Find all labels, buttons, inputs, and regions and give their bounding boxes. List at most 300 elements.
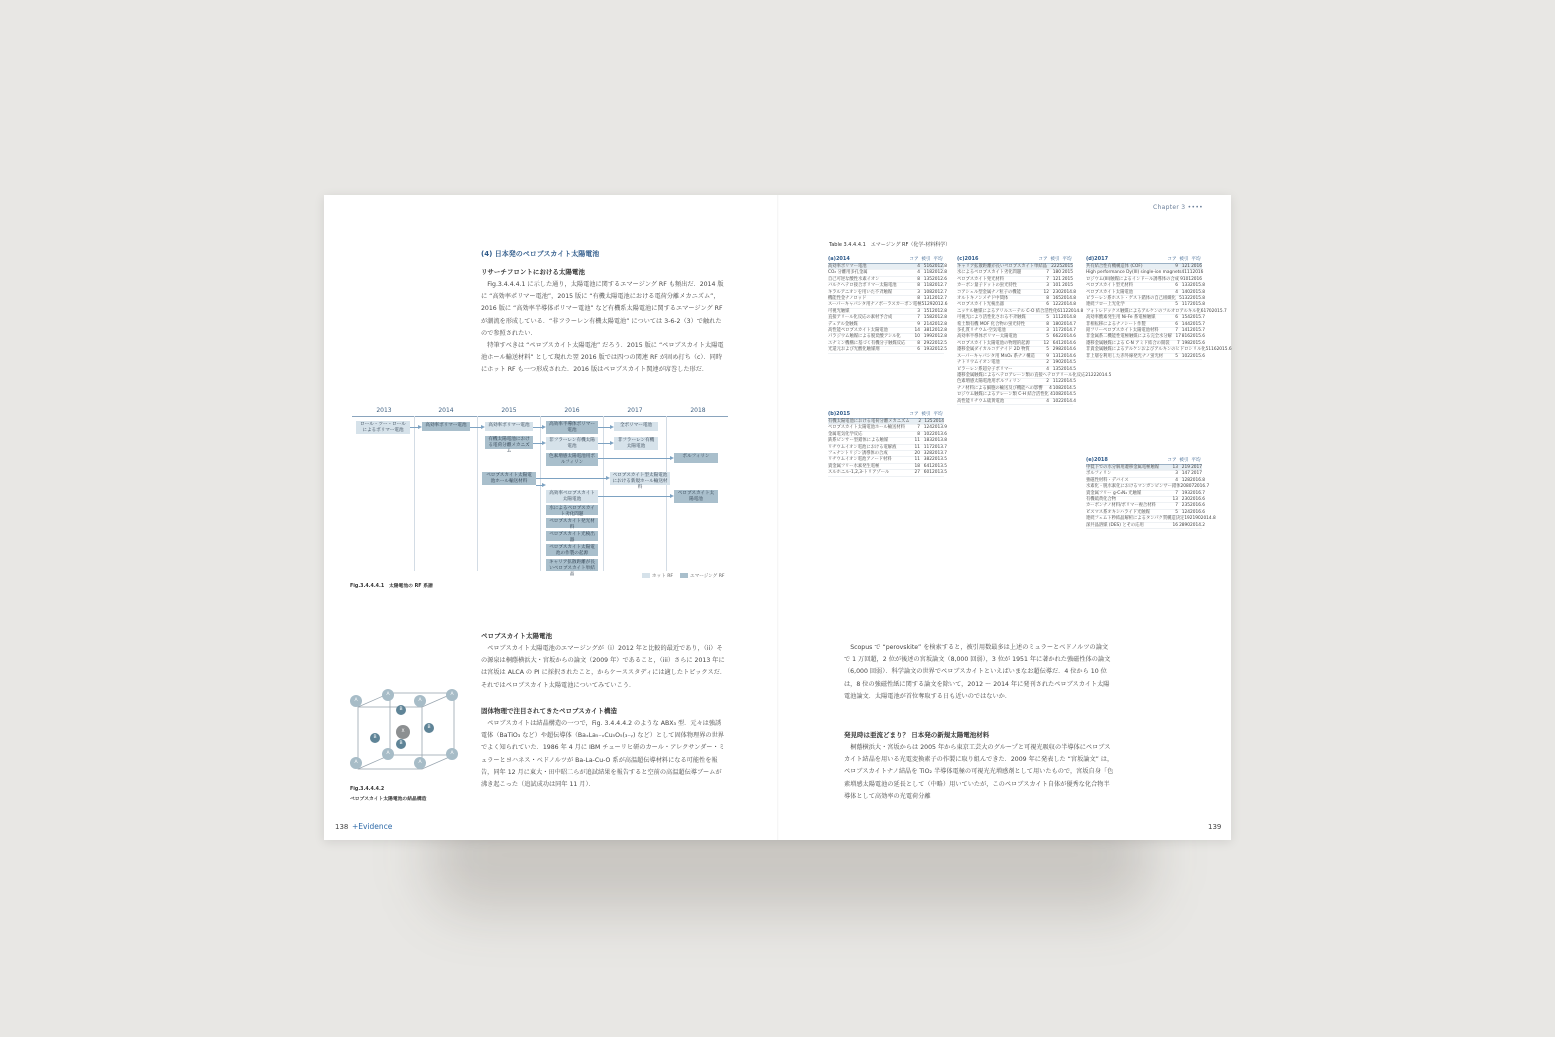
- rf-name-cell: スルホニル-1,2,3-トリアゾール: [828, 470, 890, 476]
- rf-value-cell: 101: [1182, 276, 1192, 282]
- rf-value-cell: 118: [923, 283, 932, 289]
- rf-value-cell: 190: [1052, 360, 1061, 366]
- column-header: 被引: [921, 257, 931, 262]
- year-divider: [603, 416, 604, 571]
- rf-value-cell: 5: [1205, 347, 1209, 353]
- figure-caption: Fig.3.4.4.4.1 太陽電池の RF 系譜: [350, 584, 433, 589]
- rf-value-cell: 2012.6: [932, 276, 948, 282]
- rf-value-cell: 8: [1046, 296, 1049, 302]
- rf-name-cell: 貴金属フリー水素発生電極: [828, 463, 880, 469]
- table-header: [1086, 457, 1202, 465]
- rf-value-cell: 9: [917, 321, 920, 327]
- atom-a: A: [414, 695, 426, 707]
- paragraph-3: ペロブスカイト太陽電池のエマージングが（i）2012 年と比較的最近であり，（ii）その源泉は桐蔭横浜大・宮坂からの論文（2009 年）であること，（iii）さらに 2013 年には宮坂は ALCA の PI に採択されたこと，からケーススタディには適したトピックスだ．それではペロブスカイト太陽電池についてみていこう．: [481, 645, 727, 689]
- rf-value-cell: 2: [1046, 379, 1049, 385]
- rf-value-cell: 135: [1052, 366, 1061, 372]
- rf-name-cell: 鉄系ピンサー型錯体による触媒: [828, 438, 889, 444]
- rf-value-cell: 235: [1181, 503, 1190, 509]
- rf-name-cell: 深共晶溶媒 (DES) とその応用: [1086, 522, 1144, 528]
- atom-a: A: [382, 689, 394, 701]
- rf-box-emerging: 色素増感太陽電池用ポルフィリン: [546, 453, 598, 466]
- rf-name-cell: ピラーレン系超分子ポリマー: [957, 366, 1013, 372]
- rf-value-cell: 5: [1175, 509, 1178, 515]
- rf-value-cell: 9: [1180, 276, 1183, 282]
- crystal-caption-number: Fig.3.4.4.4.2: [350, 787, 385, 792]
- rf-value-cell: 10: [914, 334, 920, 340]
- rf-value-cell: 11: [914, 457, 920, 463]
- rf-name-cell: ペロブスカイト太陽電池の物理的起源: [957, 340, 1030, 346]
- subheading-discovery: 発見時は亜流どまり？ 日本発の新規太陽電池材料: [844, 731, 990, 739]
- year-divider: [477, 416, 478, 571]
- table-name: (b)2015: [828, 411, 851, 417]
- rf-value-cell: 6: [1175, 283, 1178, 289]
- rf-name-cell: キラルアニオンを用いた不斉触媒: [828, 289, 893, 295]
- rf-value-cell: 4: [1046, 366, 1049, 372]
- rf-value-cell: 6: [1057, 308, 1060, 314]
- rf-name-cell: 有機硫黄化合物: [1086, 497, 1117, 503]
- rf-name-cell: ロジウム触媒によるアレーン類 C-H 結合活性化: [957, 392, 1049, 398]
- rf-value-cell: 225: [1053, 264, 1063, 269]
- section-title: (4) 日本発のペロブスカイト太陽電池: [481, 250, 600, 258]
- rf-value-cell: 18: [914, 463, 920, 469]
- rf-value-cell: 2014.7: [1061, 328, 1077, 334]
- year-label: 2015: [501, 407, 517, 414]
- rf-value-cell: 8: [917, 283, 920, 289]
- legend-emerging: エマージング RF: [680, 573, 725, 579]
- rf-value-cell: 2: [918, 419, 922, 424]
- rf-value-cell: 2014.5: [1061, 366, 1077, 372]
- rf-name-cell: 高効率ポリマー電池: [828, 264, 867, 269]
- flow-arrow: [410, 427, 419, 428]
- rf-value-cell: 2014.5: [1061, 392, 1077, 398]
- rf-value-cell: 2014.5: [1061, 360, 1077, 366]
- column-header: 被引: [1179, 458, 1189, 463]
- rf-value-cell: 158: [923, 315, 932, 321]
- rf-value-cell: 2014.6: [1061, 347, 1077, 353]
- rf-table-2017: [1086, 256, 1232, 360]
- year-label: 2018: [690, 407, 706, 414]
- table-name: (e)2018: [1086, 457, 1108, 463]
- rf-name-cell: キャリア拡散距離が長いペロブスカイト単結晶: [957, 264, 1047, 269]
- rf-value-cell: 2016.6: [1190, 497, 1206, 503]
- rf-value-cell: 13: [1172, 465, 1178, 470]
- rf-name-cell: 希土類有機 MOF 化合物の蛍光特性: [957, 321, 1026, 327]
- rf-value-cell: 116: [1208, 347, 1217, 353]
- flow-arrow: [598, 443, 611, 444]
- rf-value-cell: 141: [1181, 328, 1190, 334]
- page-number-left: 138: [335, 823, 349, 831]
- flow-arrow: [533, 443, 543, 444]
- rf-value-cell: 4: [1046, 398, 1049, 404]
- rf-value-cell: 102: [1052, 398, 1061, 404]
- rf-name-cell: バルクヘテロ接合ポリマー太陽電池: [828, 283, 897, 289]
- rf-value-cell: 4: [1175, 289, 1178, 295]
- table-header: [957, 256, 1073, 264]
- rf-value-cell: 2014.2: [1190, 522, 1206, 528]
- rf-value-cell: 7: [917, 425, 920, 431]
- rf-value-cell: 5: [1179, 296, 1182, 302]
- rf-value-cell: 117: [1181, 302, 1190, 308]
- rf-value-cell: 516: [923, 264, 932, 269]
- rf-value-cell: 5: [1175, 353, 1178, 359]
- rf-name-cell: 可視光により活性化される不斉触媒: [957, 315, 1026, 321]
- table-row: [957, 398, 1077, 405]
- paragraph-5: Scopus で “perovskite” を検索すると，被引用数最多は上述のミュラーとベドノルツの論文で 1 万回超，2 位が後述の宮坂論文（8,000 回弱），3 位が 1951 年に著かれた強磁性体の論文（6,000 回弱）．科学論文の世界でペロブスカイトといえばいまなお超伝導だ．4 位から 10 位は，8 位の強磁性紙に関する論文を除いて，2012 ～ 2014 年に発刊されたペロブスカイト太陽電池論文．太陽電池が首位奪取する日も近いのではないか．: [844, 644, 1111, 700]
- legend-hot: ホット RF: [642, 573, 673, 579]
- rf-box-emerging: ペロブスカイト太陽電池: [674, 490, 718, 503]
- column-header: 被引: [1050, 257, 1060, 262]
- column-header: 被引: [1179, 257, 1189, 262]
- flow-arrow: [598, 458, 671, 459]
- rf-name-cell: 水によるペロブスカイト劣化問題: [957, 270, 1022, 276]
- column-header: 平均: [1191, 458, 1201, 463]
- rf-box-emerging: 高効率半導体ポリマー電池: [546, 421, 598, 434]
- rf-value-cell: 199: [923, 334, 932, 340]
- atom-b: B: [396, 739, 406, 749]
- rf-value-cell: 122: [1088, 372, 1097, 378]
- rf-value-cell: 2014.8: [1061, 296, 1077, 302]
- rf-value-cell: 151: [923, 308, 932, 314]
- rf-name-cell: 遷移金属触媒による C-N アミド結合の開裂: [1086, 340, 1170, 346]
- rf-value-cell: 2015.8: [1190, 289, 1206, 295]
- rf-value-cell: 5: [1046, 334, 1049, 340]
- rf-value-cell: 6: [1200, 308, 1204, 314]
- rf-value-cell: 112: [1052, 379, 1061, 385]
- table-header: [828, 411, 944, 419]
- rf-value-cell: 2: [1046, 360, 1049, 366]
- rf-box-hot: 高効率ペロブスカイト太陽電池: [546, 490, 598, 503]
- rf-value-cell: 2015: [1062, 276, 1073, 282]
- rf-value-cell: 298: [1052, 347, 1061, 353]
- rf-value-cell: 124: [923, 425, 932, 431]
- rf-value-cell: 2012.8: [932, 321, 948, 327]
- rf-value-cell: 641: [1052, 340, 1061, 346]
- rf-name-cell: フォトレドックス触媒によるアルケンのフルオロアルキル化: [1086, 308, 1201, 314]
- rf-value-cell: 230: [1181, 497, 1190, 503]
- column-header: 平均: [1191, 257, 1201, 262]
- rf-value-cell: 12: [1043, 340, 1049, 346]
- rf-value-cell: 4: [1049, 385, 1052, 391]
- flow-arrow: [598, 496, 671, 497]
- rf-name-cell: 遷移金属ダイカルコゲナイド 2D 物質: [957, 347, 1030, 353]
- rf-value-cell: 8: [917, 340, 920, 346]
- rf-value-cell: 16: [1172, 522, 1178, 528]
- rf-name-cell: 共有結合性有機構造体 (COF): [1086, 264, 1143, 269]
- rf-name-cell: 鉛フリーペロブスカイト太陽電池材料: [1086, 328, 1159, 334]
- rf-value-cell: 8: [917, 296, 920, 302]
- rf-value-cell: 6: [917, 347, 920, 353]
- rf-value-cell: 2014.8: [1200, 516, 1216, 522]
- rf-name-cell: 高効率半導体ポリマー太陽電池: [957, 334, 1018, 340]
- rf-value-cell: 2016: [1191, 276, 1202, 282]
- rf-box-emerging: ペロブスカイト太陽電池ホール輸送材料: [482, 472, 536, 485]
- rf-value-cell: 2012.8: [932, 334, 948, 340]
- rf-value-cell: 9: [1046, 353, 1049, 359]
- rf-value-cell: 183: [923, 438, 932, 444]
- rf-value-cell: 2012.8: [932, 264, 948, 269]
- rf-value-cell: 2012.8: [932, 328, 948, 334]
- rf-value-cell: 7: [1046, 270, 1049, 276]
- rf-name-cell: 有機太陽電池における電荷分離メカニズム: [828, 419, 910, 424]
- rf-name-cell: ニッケル触媒によるアリルエーテル C-O 結合活性化: [957, 308, 1058, 314]
- rf-value-cell: 816: [1181, 334, 1190, 340]
- rf-value-cell: 4: [917, 270, 920, 276]
- rf-value-cell: 128: [1181, 477, 1190, 483]
- rf-value-cell: 2016.6: [1190, 503, 1206, 509]
- rf-name-cell: 連続フェムト秒結晶解析によるタンパク質構造決定: [1086, 516, 1185, 522]
- rf-value-cell: 165: [1052, 296, 1061, 302]
- rf-value-cell: 135: [923, 276, 932, 282]
- table-name: (a)2014: [828, 256, 850, 262]
- rf-value-cell: 2013.5: [932, 470, 948, 476]
- rf-value-cell: 2015.6: [1216, 347, 1232, 353]
- rf-value-cell: 7: [1175, 328, 1178, 334]
- rf-name-cell: 自己可逆な酸性水素イオン: [828, 276, 880, 282]
- rf-value-cell: 2014.4: [1061, 398, 1077, 404]
- rf-name-cell: ペロブスカイト太陽電池: [1086, 289, 1133, 295]
- table-header: [1086, 256, 1202, 264]
- rf-value-cell: 2014.5: [1060, 385, 1077, 391]
- rf-name-cell: 光還元および光酸化触媒剤: [828, 347, 880, 353]
- column-header: 平均: [1062, 257, 1072, 262]
- rf-value-cell: 2013.7: [932, 444, 948, 450]
- rf-name-cell: エナミン機構に基づく有機分子触媒反応: [828, 340, 906, 346]
- paragraph-6: 桐蔭横浜大・宮坂からは 2005 年から東京工芸大のグループと可視光吸収の半導体にペロブスカイト結晶を用いる光電変換素子の作製に取り組んできた．2009 年に発表した “宮坂論文” は，ペロブスカイトナノ結晶を TiO₂ 半導体電極の可視光光増感剤として用いたもので，宮坂自身「色素増感太陽電池の延長として（中略）用いていたが，このペロブスカイト自体が優秀な化合物半導体として高効率の光電荷分離: [844, 744, 1114, 800]
- rf-value-cell: 2015.8: [1190, 283, 1206, 289]
- rf-value-cell: 3: [917, 308, 920, 314]
- rf-box-emerging: ペロブスカイト光検出器: [546, 531, 598, 541]
- rf-value-cell: 807: [1186, 484, 1195, 490]
- rf-value-cell: 102: [1181, 353, 1190, 359]
- rf-value-cell: 2015.6: [1190, 353, 1206, 359]
- rf-name-cell: 強磁性材料・デバイス: [1086, 477, 1129, 483]
- rf-value-cell: 2016.7: [1190, 490, 1206, 496]
- rf-box-emerging: ペロブスカイト太陽電池の作製の起源: [546, 544, 598, 556]
- year-label: 2014: [438, 407, 454, 414]
- rf-name-cell: 非貴金属触媒によるアルケンおよびアルキンのヒドロシリル化: [1086, 347, 1206, 353]
- rf-value-cell: 2013.6: [932, 431, 948, 437]
- rf-name-cell: 多孔質リチウム-空気電池: [957, 328, 1006, 334]
- rf-value-cell: 144: [1181, 321, 1190, 327]
- rf-value-cell: 8: [1046, 321, 1049, 327]
- rf-value-cell: 2014.8: [1061, 302, 1077, 308]
- rf-value-cell: 7: [1175, 503, 1178, 509]
- rf-value-cell: 13: [1172, 497, 1178, 503]
- rf-value-cell: 121: [1052, 276, 1061, 282]
- rf-name-cell: リチウムイオン電池アノード材料: [828, 457, 892, 463]
- rf-value-cell: 2013.5: [932, 457, 948, 463]
- year-divider: [666, 416, 667, 571]
- year-divider: [414, 416, 415, 571]
- atom-a: A: [350, 695, 362, 707]
- rf-name-cell: 非金属系二機能性電極触媒による完全水分解: [1086, 334, 1172, 340]
- rf-value-cell: 2016.6: [1190, 509, 1206, 515]
- rf-name-cell: 高効率酸素発生用 Ni-Fe 系電極触媒: [1086, 315, 1156, 321]
- rf-value-cell: 122: [1052, 302, 1061, 308]
- rf-value-cell: 2012.5: [932, 347, 948, 353]
- rf-value-cell: 2014.6: [1061, 340, 1077, 346]
- rf-value-cell: 20: [914, 451, 920, 457]
- rf-table-2014: [828, 256, 948, 354]
- column-header: 平均: [933, 257, 943, 262]
- rf-value-cell: 7: [917, 315, 920, 321]
- rf-name-cell: リチウムイオン電池における電解液: [828, 444, 897, 450]
- rf-name-cell: ピラーレン系ホスト・ゲスト錯体の自己組織化: [1086, 296, 1176, 302]
- rf-value-cell: 2014.7: [1061, 321, 1077, 327]
- atom-a: A: [350, 757, 362, 769]
- rf-value-cell: 2013.7: [932, 451, 948, 457]
- rf-value-cell: 132: [1181, 296, 1190, 302]
- rf-value-cell: 3: [1046, 328, 1049, 334]
- rf-value-cell: 140: [1181, 289, 1190, 295]
- rf-value-cell: 2016.8: [1190, 477, 1206, 483]
- rf-value-cell: 125: [924, 419, 933, 424]
- rf-name-cell: 機能性金ナノロッド: [828, 296, 867, 302]
- rf-name-cell: ナノ材料による細胞の輸送及び機能への影響: [957, 385, 1043, 391]
- rf-value-cell: 641: [923, 463, 932, 469]
- rf-value-cell: 193: [923, 347, 932, 353]
- atom-a: A: [382, 748, 394, 760]
- rf-value-cell: 111: [1184, 270, 1193, 276]
- column-header: コア: [1038, 257, 1048, 262]
- flow-arrow: [536, 478, 607, 479]
- rf-name-cell: CO₂ 分離用多孔金属: [828, 270, 868, 276]
- rf-value-cell: 2015.8: [1190, 296, 1206, 302]
- rf-value-cell: 180: [1052, 321, 1061, 327]
- rf-value-cell: 2014.6: [1061, 334, 1077, 340]
- rf-value-cell: 6: [1175, 321, 1178, 327]
- rf-name-cell: カーボンナノ材料/ポリマー複合材料: [1086, 503, 1156, 509]
- rf-name-cell: オルトキノンメチド中間体: [957, 296, 1009, 302]
- rf-value-cell: 2014.6: [1061, 353, 1077, 359]
- rf-value-cell: 2015: [1062, 270, 1073, 276]
- rf-value-cell: 11: [914, 444, 920, 450]
- rf-value-cell: 133: [1181, 283, 1190, 289]
- rf-value-cell: 2012.8: [932, 315, 948, 321]
- column-header: コア: [909, 412, 919, 417]
- column-header: 被引: [921, 412, 931, 417]
- rf-value-cell: 118: [923, 270, 932, 276]
- rf-value-cell: 19: [1184, 516, 1190, 522]
- rf-value-cell: 2013.9: [932, 425, 948, 431]
- rf-value-cell: 108: [1052, 392, 1061, 398]
- rf-value-cell: 9: [1175, 264, 1178, 269]
- rf-value-cell: 8: [917, 431, 920, 437]
- rf-value-cell: 2013.5: [932, 463, 948, 469]
- rf-box-hot: ロール・ツー・ロールによるポリマー電池: [356, 421, 410, 434]
- crystal-caption-text: ペロブスカイト太陽電池の結晶構造: [350, 797, 427, 802]
- rf-value-cell: 102: [923, 431, 932, 437]
- rf-value-cell: 2014.8: [1061, 289, 1077, 295]
- year-label: 2013: [376, 407, 392, 414]
- rf-value-cell: 4: [917, 264, 920, 269]
- rf-value-cell: 7: [1177, 340, 1180, 346]
- column-header: コア: [1167, 458, 1177, 463]
- rf-value-cell: 6: [1175, 315, 1178, 321]
- rf-value-cell: 2014.8: [1061, 315, 1077, 321]
- paragraph-2: 特筆すべきは “ペロブスカイト太陽電池” だろう．2015 版に “ペロブスカイト太陽電池ホール輸送材料” として現れた翌 2016 版では四つの関連 RF が固め打ち（c）．同時にホット RF も一つ形成された．2016 版はペロブスカイト関連が席巻した形だ．: [481, 342, 724, 374]
- table-row: [1086, 353, 1206, 360]
- rf-value-cell: 2014.5: [1061, 379, 1077, 385]
- rf-box-emerging: 高効率ポリマー電池: [422, 422, 470, 431]
- table-name: (d)2017: [1086, 256, 1109, 262]
- table-row: [1086, 522, 1206, 529]
- rf-value-cell: 2012.7: [932, 283, 948, 289]
- table-row: [828, 347, 948, 353]
- rf-name-cell: 金属電気化学反応: [828, 431, 863, 437]
- rf-value-cell: 2015: [1062, 264, 1073, 269]
- rf-value-cell: 131: [923, 296, 932, 302]
- atom-b: B: [396, 705, 406, 715]
- rf-box-emerging: ペロブスカイト発光材料: [546, 518, 598, 528]
- rf-value-cell: 2016.7: [1194, 484, 1210, 490]
- subheading-research-front: リサーチフロントにおける太陽電池: [481, 268, 585, 276]
- rf-value-cell: 6: [1046, 302, 1049, 308]
- rf-value-cell: 601: [923, 470, 932, 476]
- rf-name-cell: ペロブスカイト太陽電池ホール輸送材料: [828, 425, 905, 431]
- rf-value-cell: 131: [1052, 353, 1061, 359]
- rf-name-cell: ビスマス系オキシハライド光触媒: [1086, 509, 1150, 515]
- rf-value-cell: 198: [1181, 340, 1190, 346]
- rf-value-cell: 111: [1052, 315, 1061, 321]
- rf-value-cell: 4: [1175, 477, 1178, 483]
- rf-value-cell: 3: [917, 289, 920, 295]
- rf-value-cell: 121: [1181, 264, 1190, 269]
- rf-value-cell: 382: [923, 457, 932, 463]
- rf-value-cell: 4: [1181, 270, 1185, 276]
- atom-b: B: [370, 733, 380, 743]
- rf-value-cell: 2: [1085, 372, 1089, 378]
- rf-box-emerging: ポルフィリン: [674, 453, 718, 463]
- rf-value-cell: 20: [1180, 484, 1186, 490]
- atom-a: A: [446, 748, 458, 760]
- rf-name-cell: 貴金属フリー g-C₃N₄ 光触媒: [1086, 490, 1142, 496]
- rf-value-cell: 5: [921, 302, 925, 308]
- rf-box-hot: ペロブスカイト型太陽電池における新規ホール輸送材料: [610, 472, 670, 485]
- rf-value-cell: 662: [1052, 334, 1061, 340]
- atom-b: B: [424, 723, 434, 733]
- rf-value-cell: 117: [1052, 328, 1061, 334]
- rf-value-cell: 2015.6: [1189, 340, 1206, 346]
- atom-a: A: [414, 757, 426, 769]
- rf-name-cell: ペロブスカイト発光材料: [957, 276, 1004, 282]
- paragraph-4: ペロブスカイトは結晶構造の一つで，Fig. 3.4.4.4.2 のような ABX₃ 型．元々は強誘電体（BaTiO₃ など）や超伝導体（BaₓLa₅₋ₓCu₅O₅(₃₋ᵧ) など）として固体物理界の世界でよく知られていた．1986 年 4 月に IBM チューリヒ研のカール・アレクサンダー・ミュラーとヨハネス・ベドノルツが Ba-La-Cu-O 系が高温超伝導材料になる可能性を報告，同年 12 月に東大・田中昭二らが追試結果を報告すると空前の高温超伝導ブームが沸き起こった（追試成功は同年 11 月）．: [481, 720, 725, 789]
- rf-value-cell: 2012.8: [932, 308, 948, 314]
- rf-name-cell: 遷移金属触媒によるヘテロアレーン類の直接ヘテロアリール化反応: [957, 372, 1086, 378]
- rf-value-cell: 2015: [1062, 283, 1073, 289]
- rf-value-cell: 2014: [933, 419, 944, 424]
- rf-table-2018: [1086, 457, 1216, 529]
- book-gutter: [777, 195, 779, 840]
- rf-name-cell: 非相転移によるナノシート作製: [1086, 321, 1146, 327]
- rf-value-cell: 5: [1046, 315, 1049, 321]
- table-row: [828, 470, 948, 476]
- rf-value-cell: 230: [1052, 289, 1061, 295]
- year-label: 2016: [564, 407, 580, 414]
- rf-box-emerging: 水によるペロブスカイト劣化問題: [546, 505, 598, 515]
- rf-value-cell: 8: [917, 276, 920, 282]
- rf-value-cell: 2014.5: [1096, 372, 1112, 378]
- rf-value-cell: 2015.7: [1190, 315, 1206, 321]
- rf-value-cell: 27: [914, 470, 920, 476]
- rf-value-cell: 12: [1043, 289, 1049, 295]
- page-number-right: 139: [1208, 823, 1222, 831]
- book-spread: [324, 195, 1231, 840]
- rf-value-cell: 154: [1181, 315, 1190, 321]
- rf-name-cell: フェナントリジン誘導体の合成: [828, 451, 888, 457]
- flow-arrow: [533, 427, 543, 428]
- table-header: [828, 256, 944, 264]
